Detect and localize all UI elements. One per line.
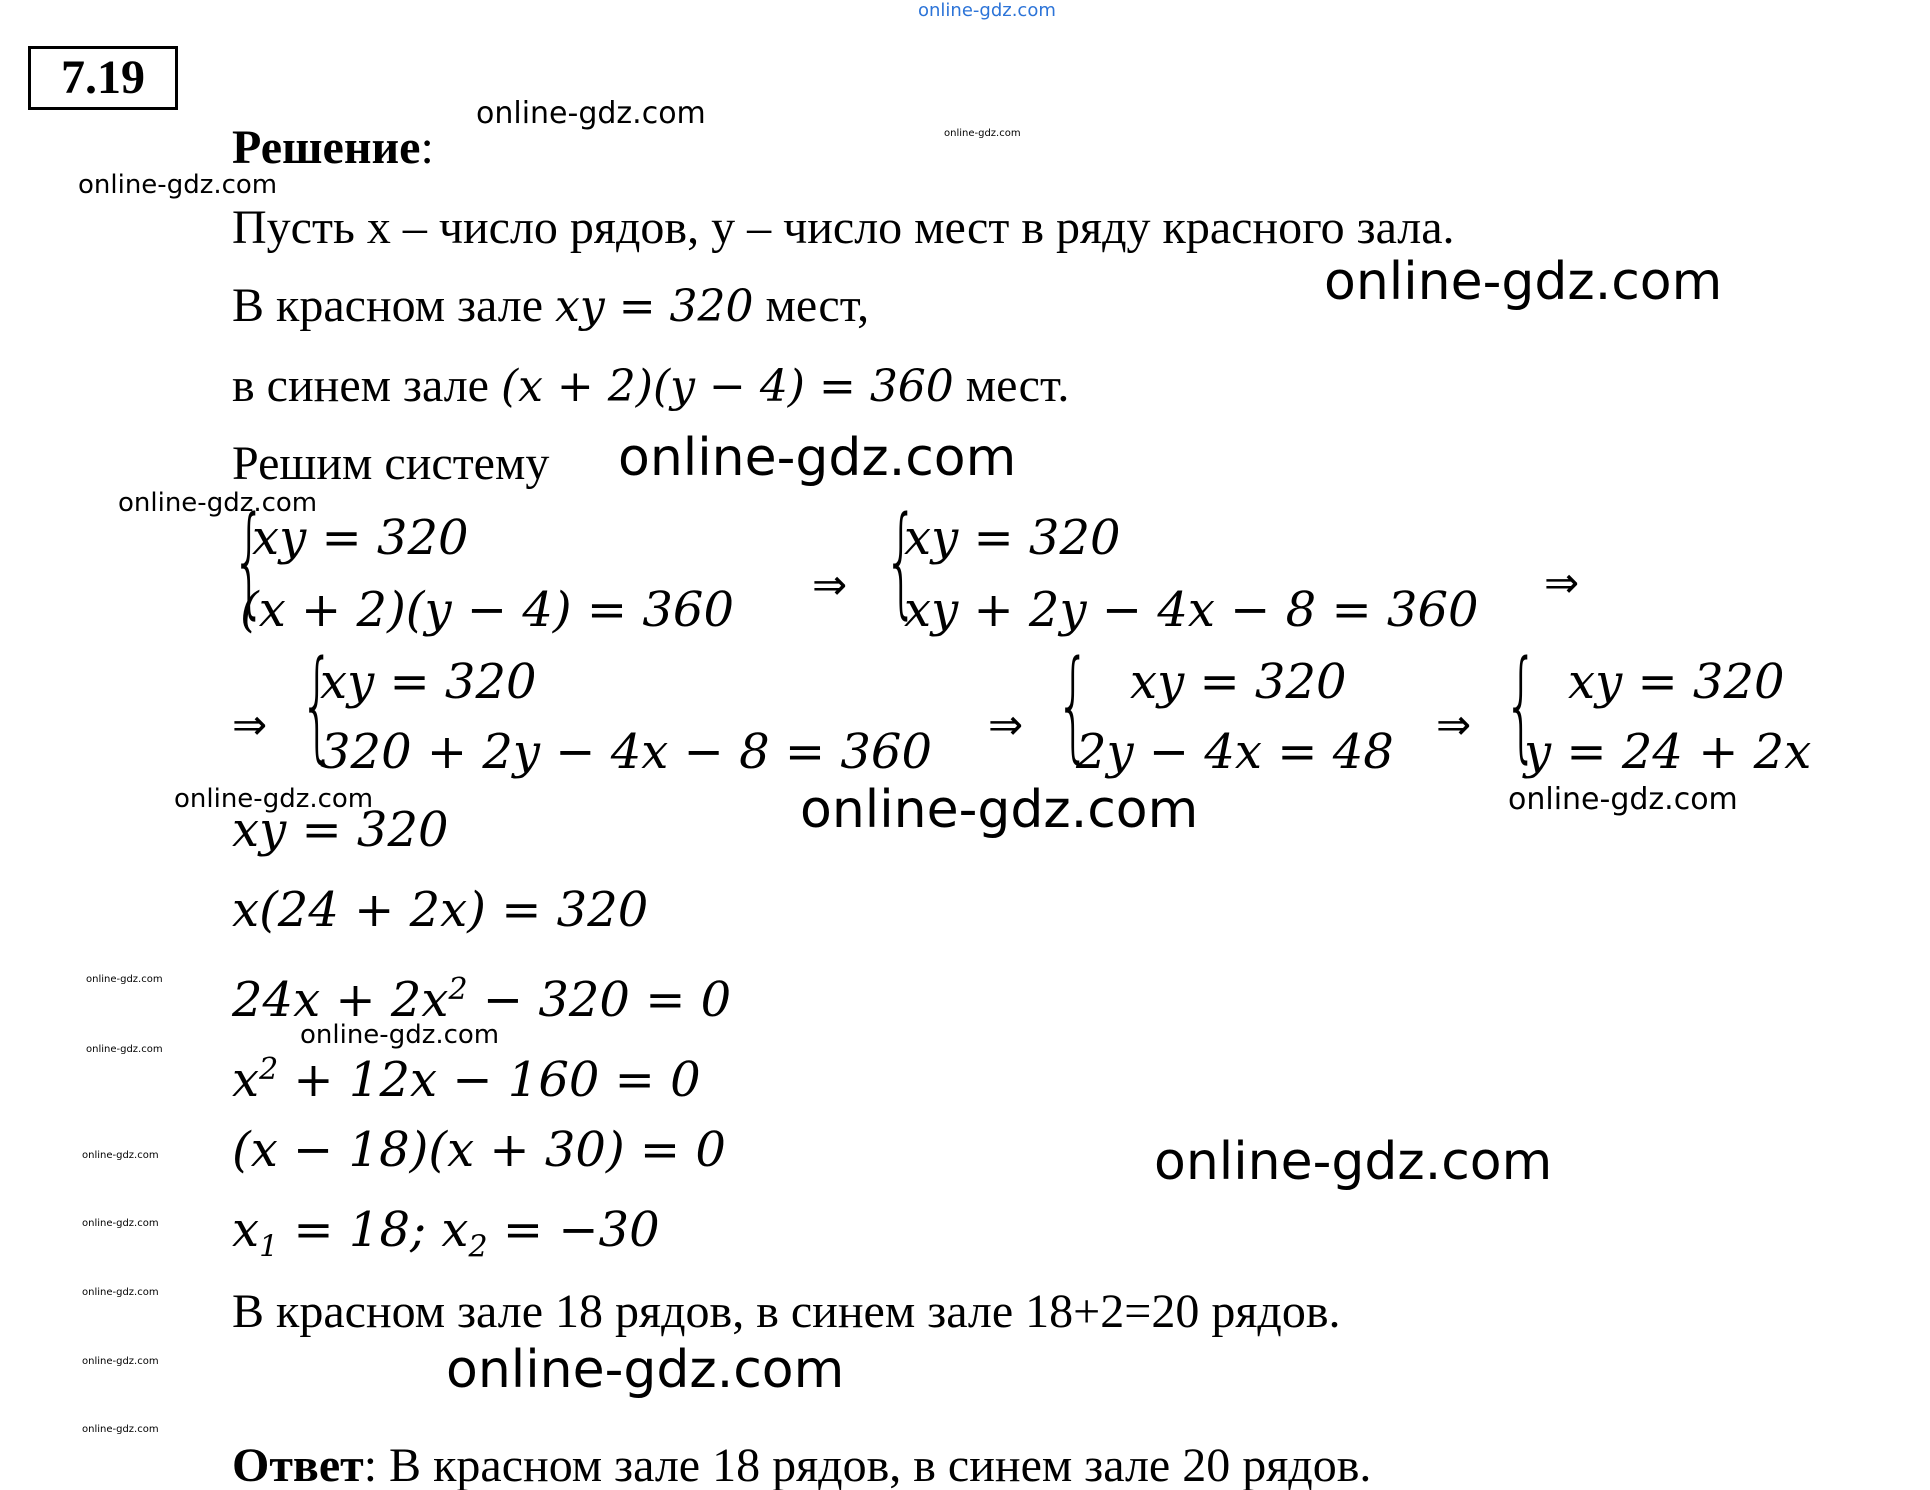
watermark: online-gdz.com	[300, 1020, 500, 1050]
problem-number: 7.19	[28, 46, 178, 110]
implies-arrow: ⇒	[812, 560, 848, 609]
system1-bottom: (x + 2)(y − 4) = 360	[240, 582, 734, 638]
step-roots	[232, 1200, 660, 1278]
e3-part: − 320 = 0	[467, 972, 732, 1028]
watermark-top: online-gdz.com	[918, 0, 1056, 21]
root-index: 2	[468, 1229, 488, 1265]
watermark: online-gdz.com	[82, 1287, 159, 1298]
watermark: online-gdz.com	[86, 974, 163, 985]
system-brace: {	[884, 492, 919, 631]
watermark: online-gdz.com	[1508, 782, 1738, 817]
red-hall-statement	[232, 276, 869, 337]
watermark: online-gdz.com	[1154, 1132, 1553, 1192]
system-brace: {	[300, 636, 335, 775]
system2-top: xy = 320	[904, 510, 1121, 566]
answer-label: Ответ	[232, 1439, 364, 1490]
watermark: online-gdz.com	[82, 1218, 159, 1229]
variables-definition: Пусть x – число рядов, y – число мест в ряду красного зала.	[232, 201, 1455, 254]
implies-arrow: ⇒	[1436, 700, 1472, 749]
watermark: online-gdz.com	[476, 96, 706, 131]
solution-label: Решение	[232, 121, 421, 174]
watermark: online-gdz.com	[174, 784, 374, 814]
solve-system-text: Решим систему	[232, 437, 550, 490]
conclusion-text: В красном зале 18 рядов, в синем зале 18+2=20 рядов.	[232, 1285, 1341, 1338]
watermark: online-gdz.com	[800, 780, 1199, 840]
system3-top: xy = 320	[320, 654, 537, 710]
e4-part: + 12x − 160 = 0	[278, 1052, 701, 1108]
heading-colon: :	[420, 121, 434, 174]
roots-part: = 18; x	[278, 1202, 469, 1258]
watermark: online-gdz.com	[446, 1340, 845, 1400]
blue-equation: (x + 2)(y − 4) = 360	[500, 361, 954, 412]
step-equation-5: (x − 18)(x + 30) = 0	[232, 1122, 726, 1178]
root-index: 1	[259, 1229, 279, 1265]
watermark: online-gdz.com	[618, 428, 1017, 488]
red-prefix: В красном зале	[232, 279, 556, 332]
implies-arrow: ⇒	[232, 700, 268, 749]
watermark: online-gdz.com	[82, 1424, 159, 1435]
watermark: online-gdz.com	[78, 170, 278, 200]
step-equation-4	[232, 1040, 701, 1110]
e4-part: x	[232, 1052, 260, 1108]
system4-top: xy = 320	[1130, 654, 1347, 710]
roots-part: = −30	[487, 1202, 660, 1258]
system1-top: xy = 320	[252, 510, 469, 566]
watermark: online-gdz.com	[86, 1044, 163, 1055]
blue-suffix: мест.	[953, 359, 1070, 412]
watermark: online-gdz.com	[82, 1356, 159, 1367]
step-equation-2: x(24 + 2x) = 320	[232, 882, 649, 938]
step-equation-3	[232, 960, 731, 1030]
step-equation-1: xy = 320	[232, 802, 449, 858]
e3-exponent: 2	[448, 972, 468, 1007]
watermark: online-gdz.com	[82, 1150, 159, 1161]
system-brace: {	[232, 492, 267, 631]
answer-text: : В красном зале 18 рядов, в синем зале 20 рядов.	[363, 1439, 1372, 1490]
red-equation: xy = 320	[555, 281, 754, 332]
system2-bottom: xy + 2y − 4x − 8 = 360	[904, 582, 1479, 638]
e4-exponent: 2	[259, 1052, 279, 1087]
roots-part: x	[232, 1202, 260, 1258]
implies-arrow: ⇒	[1544, 558, 1580, 607]
e3-part: 24x + 2x	[232, 972, 449, 1028]
watermark: online-gdz.com	[1324, 252, 1723, 312]
red-suffix: мест,	[753, 279, 870, 332]
system3-bottom: 320 + 2y − 4x − 8 = 360	[320, 724, 932, 780]
implies-arrow: ⇒	[988, 700, 1024, 749]
solution-heading	[232, 118, 434, 178]
watermark: online-gdz.com	[118, 488, 318, 518]
system4-bottom: 2y − 4x = 48	[1076, 724, 1394, 780]
answer-line	[232, 1436, 1371, 1490]
blue-hall-statement	[232, 356, 1069, 417]
blue-prefix: в синем зале	[232, 359, 501, 412]
system5-bottom: y = 24 + 2x	[1524, 724, 1812, 780]
watermark: online-gdz.com	[944, 128, 1021, 139]
system-brace: {	[1504, 636, 1539, 775]
system5-top: xy = 320	[1568, 654, 1785, 710]
system-brace: {	[1056, 636, 1091, 775]
